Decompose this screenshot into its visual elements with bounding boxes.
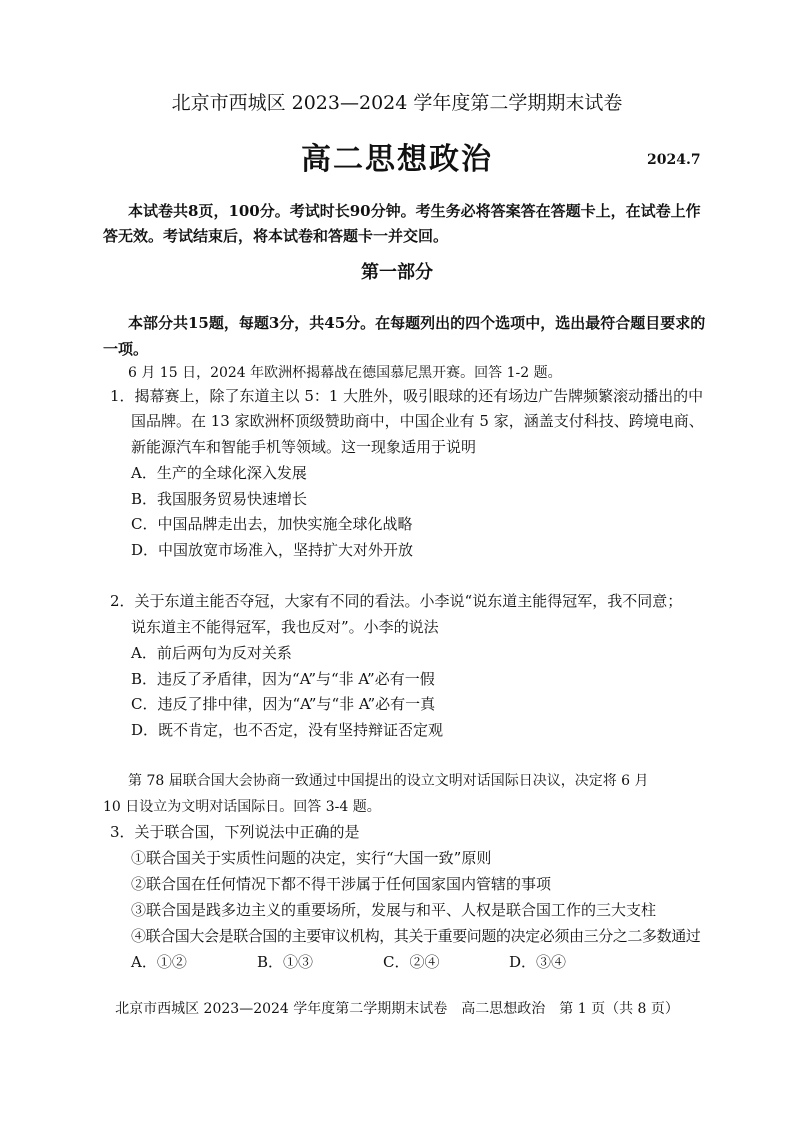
context-1: 6 月 15 日，2024 年欧洲杯揭幕战在德国慕尼黑开赛。回答 1-2 题。 bbox=[128, 365, 562, 381]
exam-title: 北京市西城区 2023—2024 学年度第二学期期末试卷 bbox=[171, 92, 623, 114]
q3-statement-1: ①联合国关于实质性问题的决定，实行“大国一致”原则 bbox=[131, 849, 492, 867]
page-footer: 北京市西城区 2023—2024 学年度第二学期期末试卷 高二思想政治 第 1 页（共 8 页） bbox=[115, 1001, 679, 1017]
q3-stem: 3．关于联合国，下列说法中正确的是 bbox=[110, 823, 360, 841]
q2-option-c: C．违反了排中律，因为“A”与“非 A”必有一真 bbox=[131, 695, 436, 713]
q1-option-a: A．生产的全球化深入发展 bbox=[131, 464, 307, 482]
q3-option-b: B．①③ bbox=[257, 953, 314, 971]
context-2-line-2: 10 日设立为文明对话国际日。回答 3-4 题。 bbox=[103, 799, 381, 815]
q3-statement-3: ③联合国是践多边主义的重要场所，发展与和平、人权是联合国工作的三大支柱 bbox=[131, 901, 657, 919]
q1-option-b: B．我国服务贸易快速增长 bbox=[131, 490, 308, 508]
q3-option-d: D．③④ bbox=[509, 953, 567, 971]
q1-line-3: 新能源汽车和智能手机等领域。这一现象适用于说明 bbox=[131, 438, 477, 456]
q3-statement-2: ②联合国在任何情况下都不得干涉属于任何国家国内管辖的事项 bbox=[131, 875, 552, 893]
q1-line-2: 国品牌。在 13 家欧洲杯顶级赞助商中，中国企业有 5 家，涵盖支付科技、跨境电商、 bbox=[131, 412, 704, 430]
instructions-line-1: 本试卷共8页，100分。考试时长90分钟。考生务必将答案答在答题卡上，在试卷上作 bbox=[128, 202, 701, 220]
part-intro-line-2: 一项。 bbox=[103, 340, 149, 358]
context-2-line-1: 第 78 届联合国大会协商一致通过中国提出的设立文明对话国际日决议，决定将 6 月 bbox=[128, 773, 649, 789]
instructions-line-2: 答无效。考试结束后，将本试卷和答题卡一并交回。 bbox=[103, 227, 449, 245]
q3-option-a: A．①② bbox=[131, 953, 187, 971]
subject-title: 高二思想政治 bbox=[301, 142, 493, 177]
q3-statement-4: ④联合国大会是联合国的主要审议机构，其关于重要问题的决定必须由三分之二多数通过 bbox=[131, 927, 701, 945]
part-heading: 第一部分 bbox=[361, 262, 433, 283]
q2-line-2: 说东道主不能得冠军，我也反对”。小李的说法 bbox=[131, 618, 439, 636]
q1-option-c: C．中国品牌走出去，加快实施全球化战略 bbox=[131, 515, 413, 533]
q2-option-a: A．前后两句为反对关系 bbox=[131, 644, 292, 662]
part-intro-line-1: 本部分共15题，每题3分，共45分。在每题列出的四个选项中，选出最符合题目要求的 bbox=[128, 314, 706, 332]
q3-option-c: C．②④ bbox=[383, 953, 440, 971]
exam-date: 2024.7 bbox=[647, 152, 701, 168]
q2-option-b: B．违反了矛盾律，因为“A”与“非 A”必有一假 bbox=[131, 670, 435, 688]
q1-line-1: 1．揭幕赛上，除了东道主以 5：1 大胜外，吸引眼球的还有场边广告牌频繁滚动播出的中 bbox=[110, 387, 704, 405]
q1-option-d: D．中国放宽市场准入，坚持扩大对外开放 bbox=[131, 541, 414, 559]
q2-option-d: D．既不肯定，也不否定，没有坚持辩证否定观 bbox=[131, 721, 444, 739]
q2-line-1: 2．关于东道主能否夺冠，大家有不同的看法。小李说“说东道主能得冠军，我不同意； bbox=[110, 592, 683, 610]
